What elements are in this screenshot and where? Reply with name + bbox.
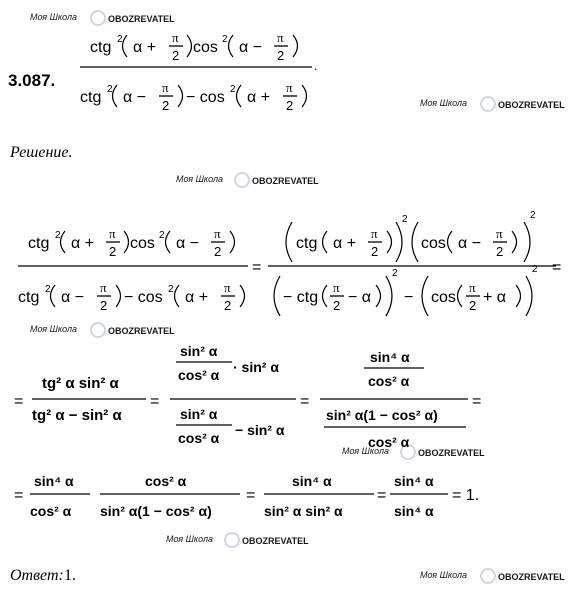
svg-text:cos: cos — [130, 235, 155, 252]
svg-text:2: 2 — [530, 210, 536, 221]
svg-text:cos: cos — [431, 289, 456, 306]
svg-text:α −: α − — [239, 39, 263, 56]
svg-text:2: 2 — [222, 34, 228, 45]
svg-text:sin⁴ α: sin⁴ α — [34, 473, 74, 489]
svg-text:2: 2 — [159, 230, 165, 241]
watermark-moya-shkola: Моя Школа — [166, 534, 214, 544]
svg-text:2: 2 — [392, 268, 398, 279]
solution-step-2 — [14, 343, 481, 450]
svg-text:2: 2 — [224, 298, 232, 313]
solution-heading: Решение. — [10, 144, 73, 161]
svg-text:sin⁴ α: sin⁴ α — [292, 473, 332, 489]
watermark-obozrevatel: OBOZREVATEL — [498, 100, 565, 110]
watermark-moya-shkola: Моя Школа — [342, 446, 390, 456]
svg-text:ctg: ctg — [18, 289, 40, 306]
svg-text:π: π — [333, 280, 340, 295]
svg-text:2: 2 — [333, 298, 341, 313]
svg-text:α +: α + — [71, 235, 95, 252]
svg-text:sin² α: sin² α — [180, 406, 218, 422]
svg-text:ctg: ctg — [28, 235, 50, 252]
answer-value: 1. — [64, 567, 76, 584]
svg-text:2: 2 — [532, 264, 538, 275]
svg-text:2: 2 — [214, 244, 222, 259]
svg-text:2: 2 — [117, 34, 123, 45]
svg-text:− sin² α: − sin² α — [235, 422, 285, 438]
svg-text:=: = — [472, 393, 482, 410]
svg-text:cos² α: cos² α — [368, 434, 410, 450]
watermark-logo-icon — [225, 533, 309, 547]
watermark-moya-shkola: Моя Школа — [30, 324, 78, 334]
svg-text:π: π — [371, 226, 378, 241]
watermark-obozrevatel: OBOZREVATEL — [498, 572, 565, 582]
svg-text:sin⁴ α: sin⁴ α — [370, 349, 410, 365]
svg-text:= 1.: = 1. — [452, 487, 480, 504]
svg-text:α +: α + — [247, 89, 271, 106]
svg-text:.: . — [314, 59, 317, 73]
answer-label: Ответ: — [10, 567, 64, 584]
svg-text:=: = — [377, 487, 387, 504]
watermark-obozrevatel: OBOZREVATEL — [108, 326, 175, 336]
svg-text:tg² α sin² α: tg² α sin² α — [42, 375, 119, 392]
svg-text:α −: α − — [61, 289, 85, 306]
svg-text:2: 2 — [168, 284, 174, 295]
svg-text:α −: α − — [123, 89, 147, 106]
svg-text:ctg: ctg — [296, 235, 318, 252]
svg-text:2: 2 — [469, 298, 477, 313]
svg-text:2: 2 — [162, 98, 170, 113]
watermark-logo-icon — [235, 173, 319, 187]
watermark-moya-shkola: Моя Школа — [420, 570, 468, 580]
svg-text:ctg: ctg — [90, 39, 112, 56]
svg-text:ctg: ctg — [80, 89, 102, 106]
svg-text:sin⁴ α: sin⁴ α — [394, 503, 434, 519]
svg-text:cos² α: cos² α — [178, 430, 220, 446]
svg-text:α +: α + — [185, 289, 209, 306]
watermark-moya-shkola: Моя Школа — [30, 12, 78, 22]
svg-text:=: = — [14, 487, 24, 504]
answer — [10, 567, 76, 584]
svg-text:sin² α: sin² α — [180, 343, 218, 359]
problem-number: 3.087. — [8, 71, 56, 90]
svg-text:2: 2 — [496, 244, 504, 259]
svg-text:cos² α: cos² α — [145, 473, 187, 489]
svg-text:α +: α + — [133, 39, 157, 56]
svg-text:tg² α − sin² α: tg² α − sin² α — [32, 407, 122, 424]
svg-text:2: 2 — [230, 84, 236, 95]
problem-statement — [8, 30, 317, 113]
watermark-obozrevatel: OBOZREVATEL — [242, 536, 309, 546]
svg-text:π: π — [172, 30, 179, 45]
svg-text:π: π — [469, 280, 476, 295]
solution-step-3 — [14, 473, 479, 519]
solution-step-1 — [18, 210, 561, 316]
svg-text:sin⁴ α: sin⁴ α — [394, 473, 434, 489]
svg-text:π: π — [277, 30, 284, 45]
svg-text:π: π — [496, 226, 503, 241]
svg-text:sin² α(1 − cos² α): sin² α(1 − cos² α) — [326, 407, 438, 423]
svg-text:π: π — [100, 280, 107, 295]
svg-text:2: 2 — [286, 98, 294, 113]
svg-text:=: = — [300, 393, 310, 410]
svg-text:2: 2 — [55, 230, 61, 241]
svg-text:=: = — [14, 393, 24, 410]
svg-text:sin² α(1 − cos² α): sin² α(1 − cos² α) — [100, 503, 212, 519]
watermark-logo-icon — [481, 569, 565, 583]
problem-denominator — [80, 80, 307, 113]
svg-text:π: π — [109, 226, 116, 241]
svg-text:π: π — [286, 80, 293, 95]
svg-text:sin² α sin² α: sin² α sin² α — [264, 503, 343, 519]
svg-text:π: π — [214, 226, 221, 241]
watermark-logo-icon — [91, 11, 175, 25]
svg-text:2: 2 — [402, 214, 408, 225]
watermark-moya-shkola: Моя Школа — [176, 174, 224, 184]
watermark-logo-icon — [481, 97, 565, 111]
svg-text:− cos: − cos — [124, 289, 163, 306]
svg-text:α +: α + — [333, 235, 357, 252]
svg-text:2: 2 — [107, 84, 113, 95]
svg-text:cos: cos — [193, 39, 218, 56]
svg-text:− ctg: − ctg — [283, 289, 319, 306]
svg-text:2: 2 — [277, 48, 285, 63]
svg-text:+ α: + α — [483, 289, 507, 306]
watermark-logo-icon — [401, 445, 485, 459]
watermark-logo-icon — [91, 323, 175, 337]
svg-text:=: = — [150, 393, 160, 410]
svg-text:−: − — [404, 289, 414, 306]
svg-text:− cos: − cos — [186, 89, 225, 106]
svg-text:=: = — [252, 259, 262, 276]
svg-text:α −: α − — [458, 235, 482, 252]
watermark-obozrevatel: OBOZREVATEL — [252, 176, 319, 186]
svg-text:2: 2 — [100, 298, 108, 313]
svg-text:cos² α: cos² α — [368, 373, 410, 389]
watermark-obozrevatel: OBOZREVATEL — [108, 14, 175, 24]
svg-text:2: 2 — [172, 48, 180, 63]
svg-text:2: 2 — [45, 284, 51, 295]
svg-text:π: π — [224, 280, 231, 295]
svg-text:π: π — [162, 80, 169, 95]
svg-text:2: 2 — [371, 244, 379, 259]
watermark-obozrevatel: OBOZREVATEL — [418, 448, 485, 458]
watermark-moya-shkola: Моя Школа — [420, 98, 468, 108]
svg-text:=: = — [552, 259, 562, 276]
svg-text:cos² α: cos² α — [30, 503, 72, 519]
svg-text:=: = — [246, 487, 256, 504]
problem-numerator — [90, 30, 298, 63]
svg-text:cos² α: cos² α — [178, 367, 220, 383]
svg-text:α −: α − — [176, 235, 200, 252]
svg-text:cos: cos — [421, 235, 446, 252]
svg-text:− α: − α — [348, 289, 372, 306]
svg-text:2: 2 — [109, 244, 117, 259]
svg-text:· sin² α: · sin² α — [233, 359, 279, 375]
